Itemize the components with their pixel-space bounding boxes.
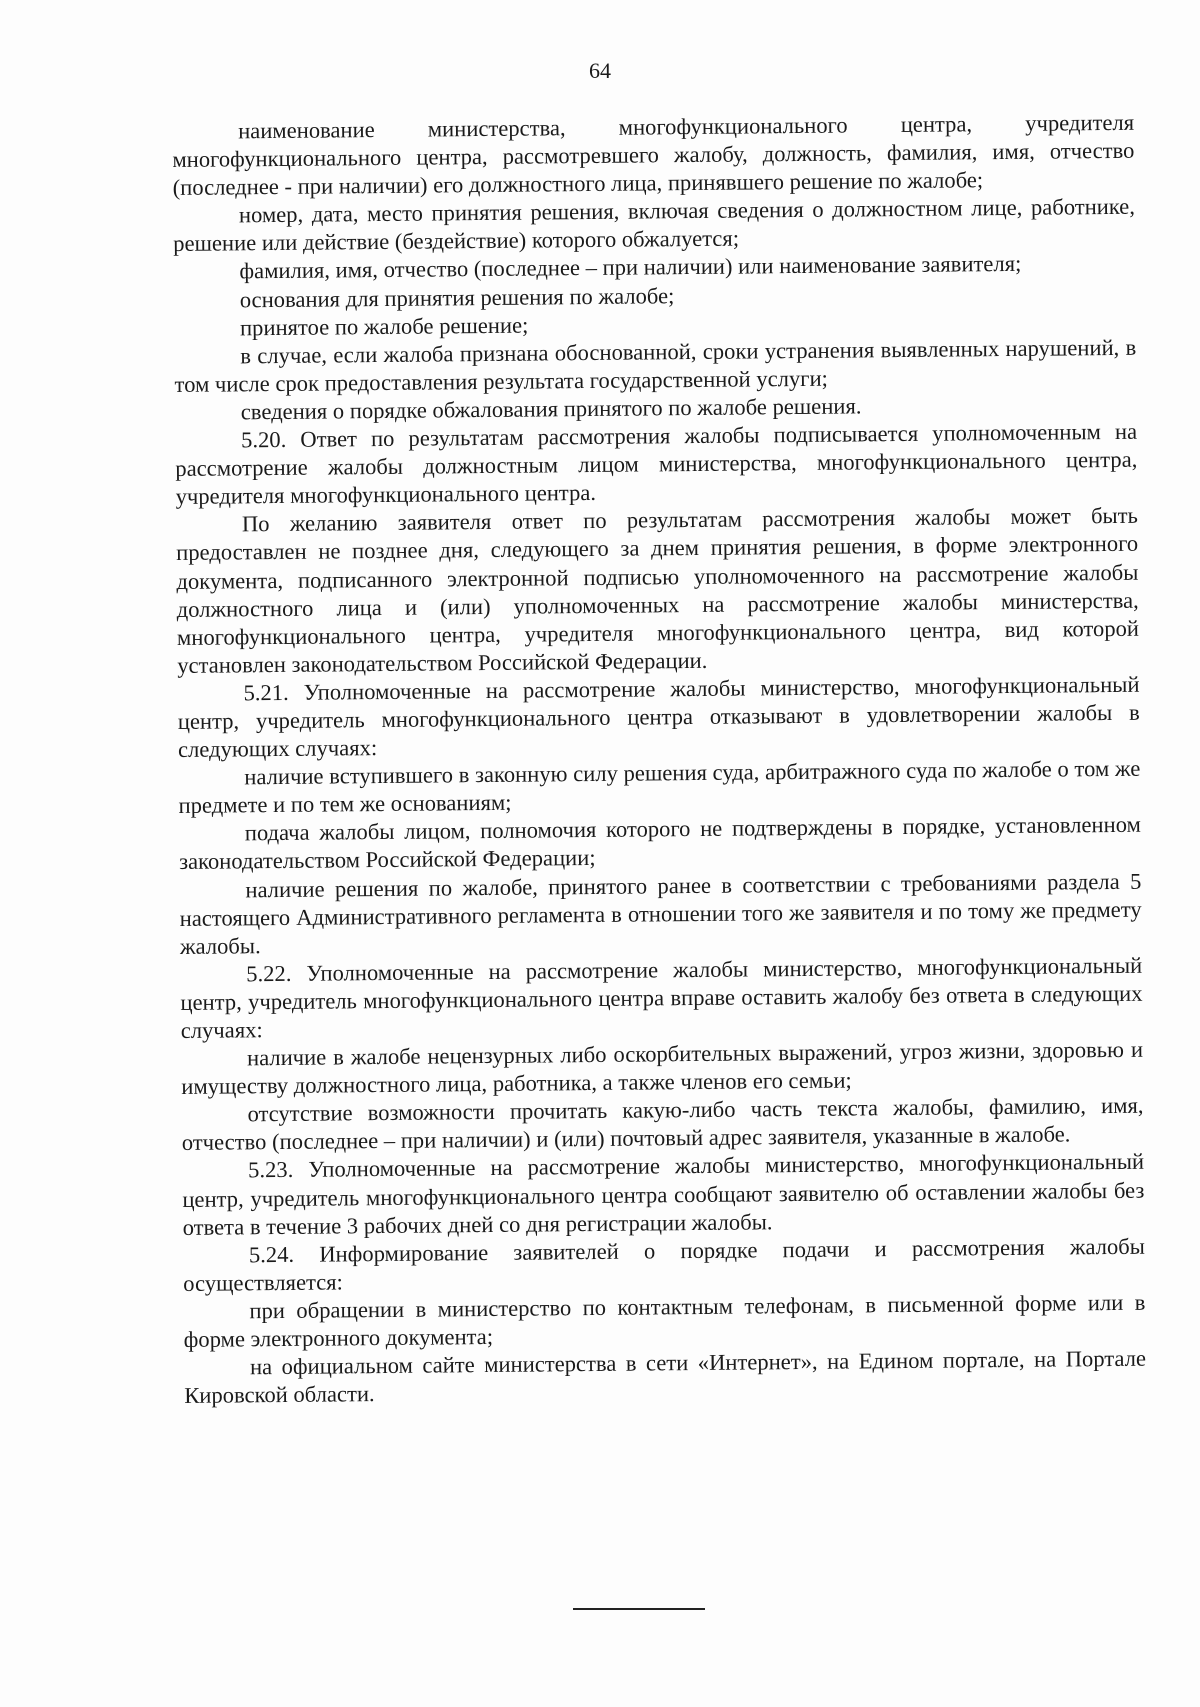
paragraph: наличие вступившего в законную силу решения суда, арбитражного суда по жалобе о том же предмете и по тем же основаниям; [178, 755, 1141, 819]
page-number: 64 [589, 58, 611, 83]
section-paragraph-5-22: 5.22. Уполномоченные на рассмотрение жалобы министерство, многофункциональный центр, учредитель многофункционального центра вправе оставить жалобу без ответа в следующих случаях: [180, 952, 1143, 1043]
section-paragraph-5-21: 5.21. Уполномоченные на рассмотрение жалобы министерство, многофункциональный центр, учредитель многофункционального центра отказывают в удовлетворении жалобы в следующих случаях: [177, 671, 1140, 763]
paragraph: По желанию заявителя ответ по результатам рассмотрения жалобы может быть предоставлен не позднее дня, следующего за днем принятия решения, в форме электронного документа, подписанного электронной подписью уполномоченного на рассмотрение жалобы должностного лица и (или) уполномоченных на рассмотрение жалобы министерства, многофункционального центра, учредителя многофункционального центра, вид которой установлен законодательством Российской Федерации. [176, 503, 1140, 678]
section-paragraph-5-20: 5.20. Ответ по результатам рассмотрения жалобы подписывается уполномоченным на рассмотрение жалобы должностным лицом министерства, многофункционального центра, учредителя многофункционального центра. [175, 418, 1138, 510]
paragraph: номер, дата, место принятия решения, включая сведения о должностном лице, работнике, решение или действие (бездействие) которого обжалуется; [173, 194, 1136, 257]
paragraph: наличие решения по жалобе, принятого ранее в соответствии с требованиями раздела 5 настоящего Административного регламента в отношении того же заявителя и по тому же предмету жалобы. [179, 868, 1142, 959]
section-paragraph-5-23: 5.23. Уполномоченные на рассмотрение жалобы министерство, многофункциональный центр, учредитель многофункционального центра сообщают заявителю об оставлении жалобы без ответа в течение 3 рабочих дней со дня регистрации жалобы. [182, 1149, 1145, 1240]
paragraph: в случае, если жалоба признана обоснованной, сроки устранения выявленных нарушений, в том числе срок предоставления результата государственной услуги; [174, 334, 1137, 397]
paragraph: принятое по жалобе решение; [239, 312, 529, 341]
paragraph: наименование министерства, многофункционального центра, учредителя многофункционального центра, рассмотревшего жалобу, должность, фамилия, имя, отчество (последнее - при наличии) его должностного лица, принявшего решение по жалобе; [172, 109, 1135, 201]
paragraph: на официальном сайте министерства в сети «Интернет», на Едином портале, на Портале Кировской области. [184, 1345, 1147, 1409]
paragraph: отсутствие возможности прочитать какую-либо часть текста жалобы, фамилию, имя, отчество (последнее – при наличии) и (или) почтовый адрес заявителя, указанные в жалобе. [181, 1093, 1144, 1156]
paragraph: при обращении в министерство по контактным телефонам, в письменной форме или в форме электронного документа; [183, 1289, 1146, 1352]
paragraph: сведения о порядке обжалования принятого по жалобе решения. [240, 393, 862, 425]
end-of-document-rule [573, 1608, 705, 1610]
paragraph: наличие в жалобе нецензурных либо оскорбительных выражений, угроз жизни, здоровью и имуществу должностного лица, работника, а также членов его семьи; [181, 1036, 1144, 1100]
paragraph: основания для принятия решения по жалобе; [239, 282, 675, 312]
paragraph: фамилия, имя, отчество (последнее – при наличии) или наименование заявителя; [239, 251, 1022, 284]
paragraph: подача жалобы лицом, полномочия которого не подтверждены в порядке, установленном законодательством Российской Федерации; [179, 812, 1141, 875]
document-body [172, 109, 1146, 1410]
section-paragraph-5-24: 5.24. Информирование заявителей о порядке подачи и рассмотрения жалобы осуществляется: [183, 1233, 1145, 1296]
